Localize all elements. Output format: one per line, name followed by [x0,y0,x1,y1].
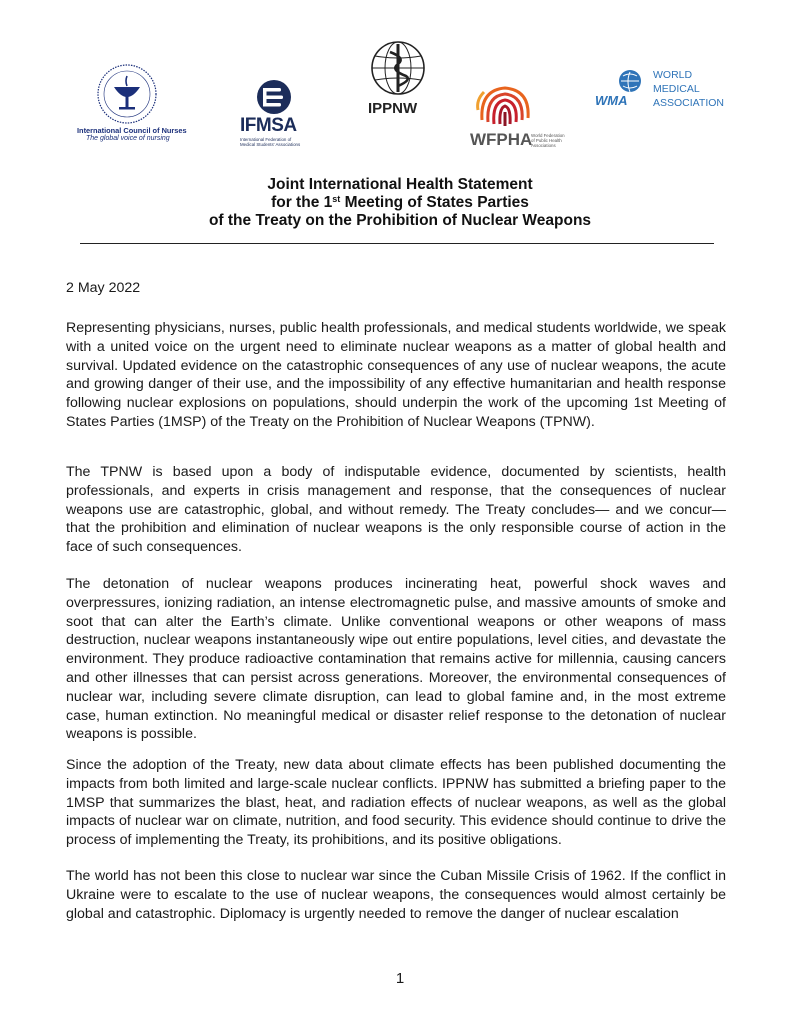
paragraph-4: Since the adoption of the Treaty, new data about climate effects has been published documenting the impacts from both limited and large-scale nuclear conflicts. IPPNW has submitted a briefing paper to the 1MSP that summarizes the blast, heat, and radiation effects of nuclear weapons, as well as the global impacts of nuclear war on climate, nutrition, and food security. This evidence should continue to drive the process of implementing the Treaty, its prohibitions, and its positive obligations. [66,757,726,849]
statement-date: 2 May 2022 [66,280,141,296]
title-line-2: for the 1st Meeting of States Parties [271,194,529,211]
wfpha-subtitle-1: World Federation [531,133,565,138]
icn-logo [72,62,187,142]
icn-tagline: The global voice of nursing [86,135,170,142]
ifmsa-name: IFMSA [240,115,297,136]
ifmsa-subtitle-2: Medical Students' Associations [240,142,301,147]
wfpha-subtitle-3: Associations [531,143,556,148]
page-number: 1 [395,970,405,987]
ippnw-name: IPPNW [368,100,418,117]
wma-abbr: WMA [595,93,628,108]
wma-line-1: WORLD [653,69,693,81]
wfpha-name: WFPHA [470,130,533,149]
wma-line-2: MEDICAL [653,83,700,95]
paragraph-2: The TPNW is based upon a body of indisputable evidence, documented by scientists, health professionals, and experts in crisis management and response, that the consequences of nuclear weapons use are catastrophic, global, and without remedy. The Treaty concludes— and we concur— that the prohibition and elimination of nuclear weapons is the only responsible course of action in the face of such consequences. [66,464,726,556]
ippnw-logo [366,40,430,120]
ippnw-globe-icon [366,40,430,96]
icn-name: International Council of Nurses [77,126,187,135]
ifmsa-emblem-icon [236,78,312,116]
icn-emblem-icon [72,62,182,126]
ifmsa-subtitle-1: International Federation of [240,137,292,142]
document-title [0,176,800,230]
paragraph-1: Representing physicians, nurses, public health professionals, and medical students worldwide, we speak with a united voice on the urgent need to eliminate nuclear weapons as a matter of global health and survival. Updated evidence on the catastrophic consequences of any use of nuclear weapons, the acute and growing danger of their use, and the impossibility of any effective humanitarian and health response following nuclear explosions on populations, should underpin the work of the upcoming 1st Meeting of States Parties (1MSP) of the Treaty on the Prohibition of Nuclear Weapons (TPNW). [66,320,726,430]
title-line-3: of the Treaty on the Prohibition of Nuclear Weapons [208,212,592,229]
title-divider [80,243,714,244]
logo-row [0,0,800,160]
paragraph-3: The detonation of nuclear weapons produces incinerating heat, powerful shock waves and overpressures, ionizing radiation, an intense electromagnetic pulse, and massive amounts of smoke and soot that can alter the Earth’s climate. Unlike conventional weapons or other weapons of mass destruction, nuclear weapons instantaneously wipe out entire populations, level cities, and devastate the environment. They produce radioactive contamination that remains active for millennia, causing cancers and other illnesses that can persist across generations. Moreover, the environmental consequences of nuclear war, including severe climate disruption, can lead to global famine and, in the most extreme case, human extinction. No meaningful medical or disaster relief response to the detonation of nuclear weapons is possible. [66,576,726,743]
wma-logo [594,66,724,116]
ifmsa-logo [236,78,312,148]
title-line-1: Joint International Health Statement [267,176,533,193]
wfpha-subtitle-2: of Public Health [531,138,562,143]
wfpha-logo [470,80,580,150]
wma-line-3: ASSOCIATION [653,97,724,109]
wfpha-fingerprint-icon [470,80,540,130]
paragraph-5: The world has not been this close to nuclear war since the Cuban Missile Crisis of 1962. If the conflict in Ukraine were to escalate to the use of nuclear weapons, the consequences would almost certainly be global and catastrophic. Diplomacy is urgently needed to remove the danger of nuclear escalation [66,868,726,922]
